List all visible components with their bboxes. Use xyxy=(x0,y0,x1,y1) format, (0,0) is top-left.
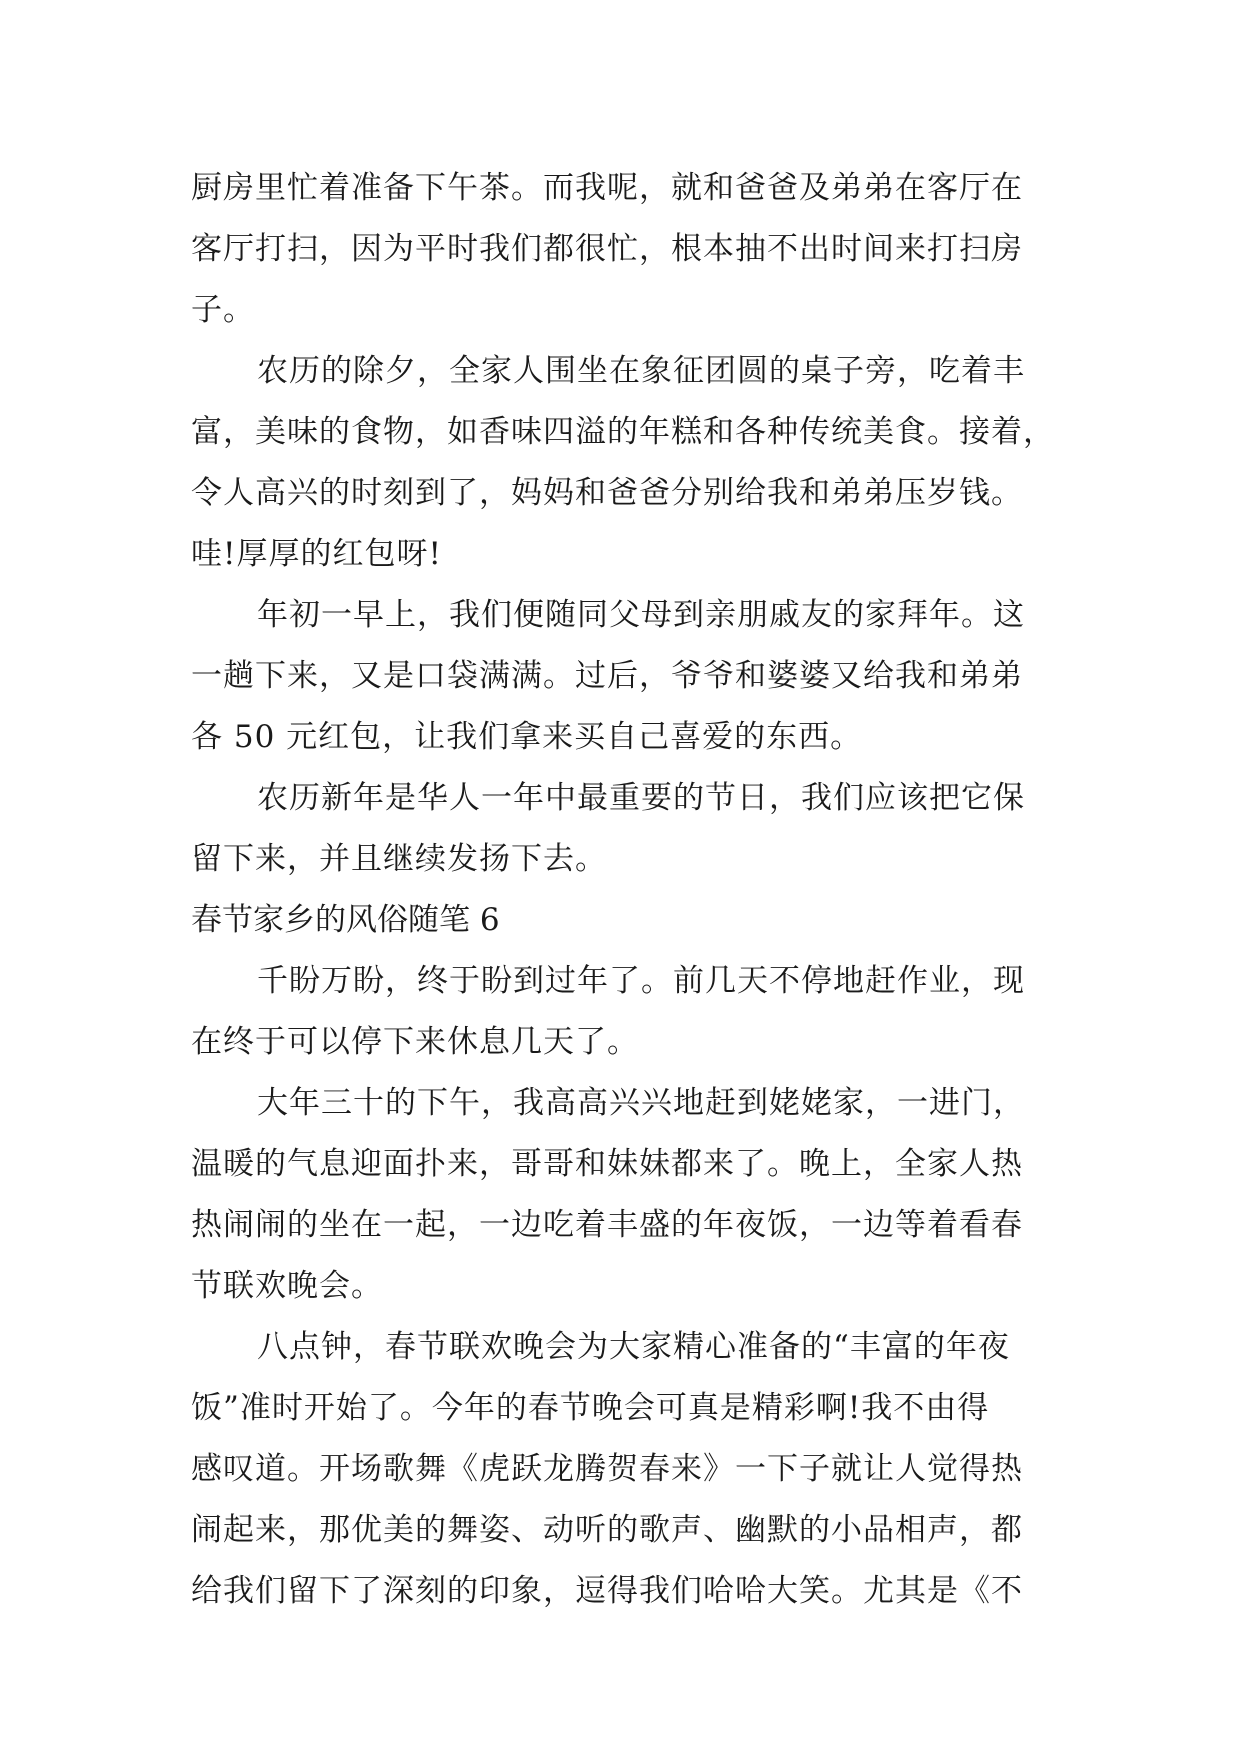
paragraph xyxy=(191,951,1071,1073)
text-line: 温暖的气息迎面扑来，哥哥和妹妹都来了。晚上，全家人热 xyxy=(191,1146,1023,1182)
paragraph xyxy=(191,158,1071,341)
text-line: 热闹闹的坐在一起，一边吃着丰盛的年夜饭，一边等着看春 xyxy=(191,1207,1023,1243)
text-line: 哇!厚厚的红包呀! xyxy=(191,536,442,572)
paragraph xyxy=(191,341,1071,585)
text-line: 八点钟，春节联欢晚会为大家精心准备的“丰富的年夜 xyxy=(257,1329,1010,1365)
document-body xyxy=(191,158,1071,1622)
text-line: 节联欢晚会。 xyxy=(191,1268,383,1304)
text-line: 大年三十的下午，我高高兴兴地赶到姥姥家，一进门， xyxy=(257,1085,1025,1121)
text-line: 客厅打扫，因为平时我们都很忙，根本抽不出时间来打扫房 xyxy=(191,231,1023,267)
text-line: 子。 xyxy=(191,292,255,328)
text-line: 农历新年是华人一年中最重要的节日，我们应该把它保 xyxy=(257,780,1025,816)
text-line: 留下来，并且继续发扬下去。 xyxy=(191,841,607,877)
text-line: 闹起来，那优美的舞姿、动听的歌声、幽默的小品相声，都 xyxy=(191,1512,1023,1548)
text-line: 一趟下来，又是口袋满满。过后，爷爷和婆婆又给我和弟弟 xyxy=(191,658,1023,694)
text-line: 千盼万盼，终于盼到过年了。前几天不停地赶作业，现 xyxy=(257,963,1025,999)
text-line: 令人高兴的时刻到了，妈妈和爸爸分别给我和弟弟压岁钱。 xyxy=(191,475,1023,511)
paragraph xyxy=(191,585,1071,768)
text-line: 饭”准时开始了。今年的春节晚会可真是精彩啊!我不由得 xyxy=(191,1390,990,1426)
paragraph xyxy=(191,768,1071,890)
text-line: 给我们留下了深刻的印象，逗得我们哈哈大笑。尤其是《不 xyxy=(191,1573,1023,1609)
section-heading: 春节家乡的风俗随笔 6 xyxy=(191,902,500,938)
text-line: 感叹道。开场歌舞《虎跃龙腾贺春来》一下子就让人觉得热 xyxy=(191,1451,1023,1487)
paragraph xyxy=(191,1073,1071,1317)
text-line: 各 50 元红包，让我们拿来买自己喜爱的东西。 xyxy=(191,719,863,755)
text-line: 在终于可以停下来休息几天了。 xyxy=(191,1024,639,1060)
text-line: 农历的除夕，全家人围坐在象征团圆的桌子旁，吃着丰 xyxy=(257,353,1025,389)
text-line: 年初一早上，我们便随同父母到亲朋戚友的家拜年。这 xyxy=(257,597,1025,633)
text-line: 厨房里忙着准备下午茶。而我呢，就和爸爸及弟弟在客厅在 xyxy=(191,170,1023,206)
paragraph xyxy=(191,1317,1071,1622)
text-line: 富，美味的食物，如香味四溢的年糕和各种传统美食。接着， xyxy=(191,414,1055,450)
